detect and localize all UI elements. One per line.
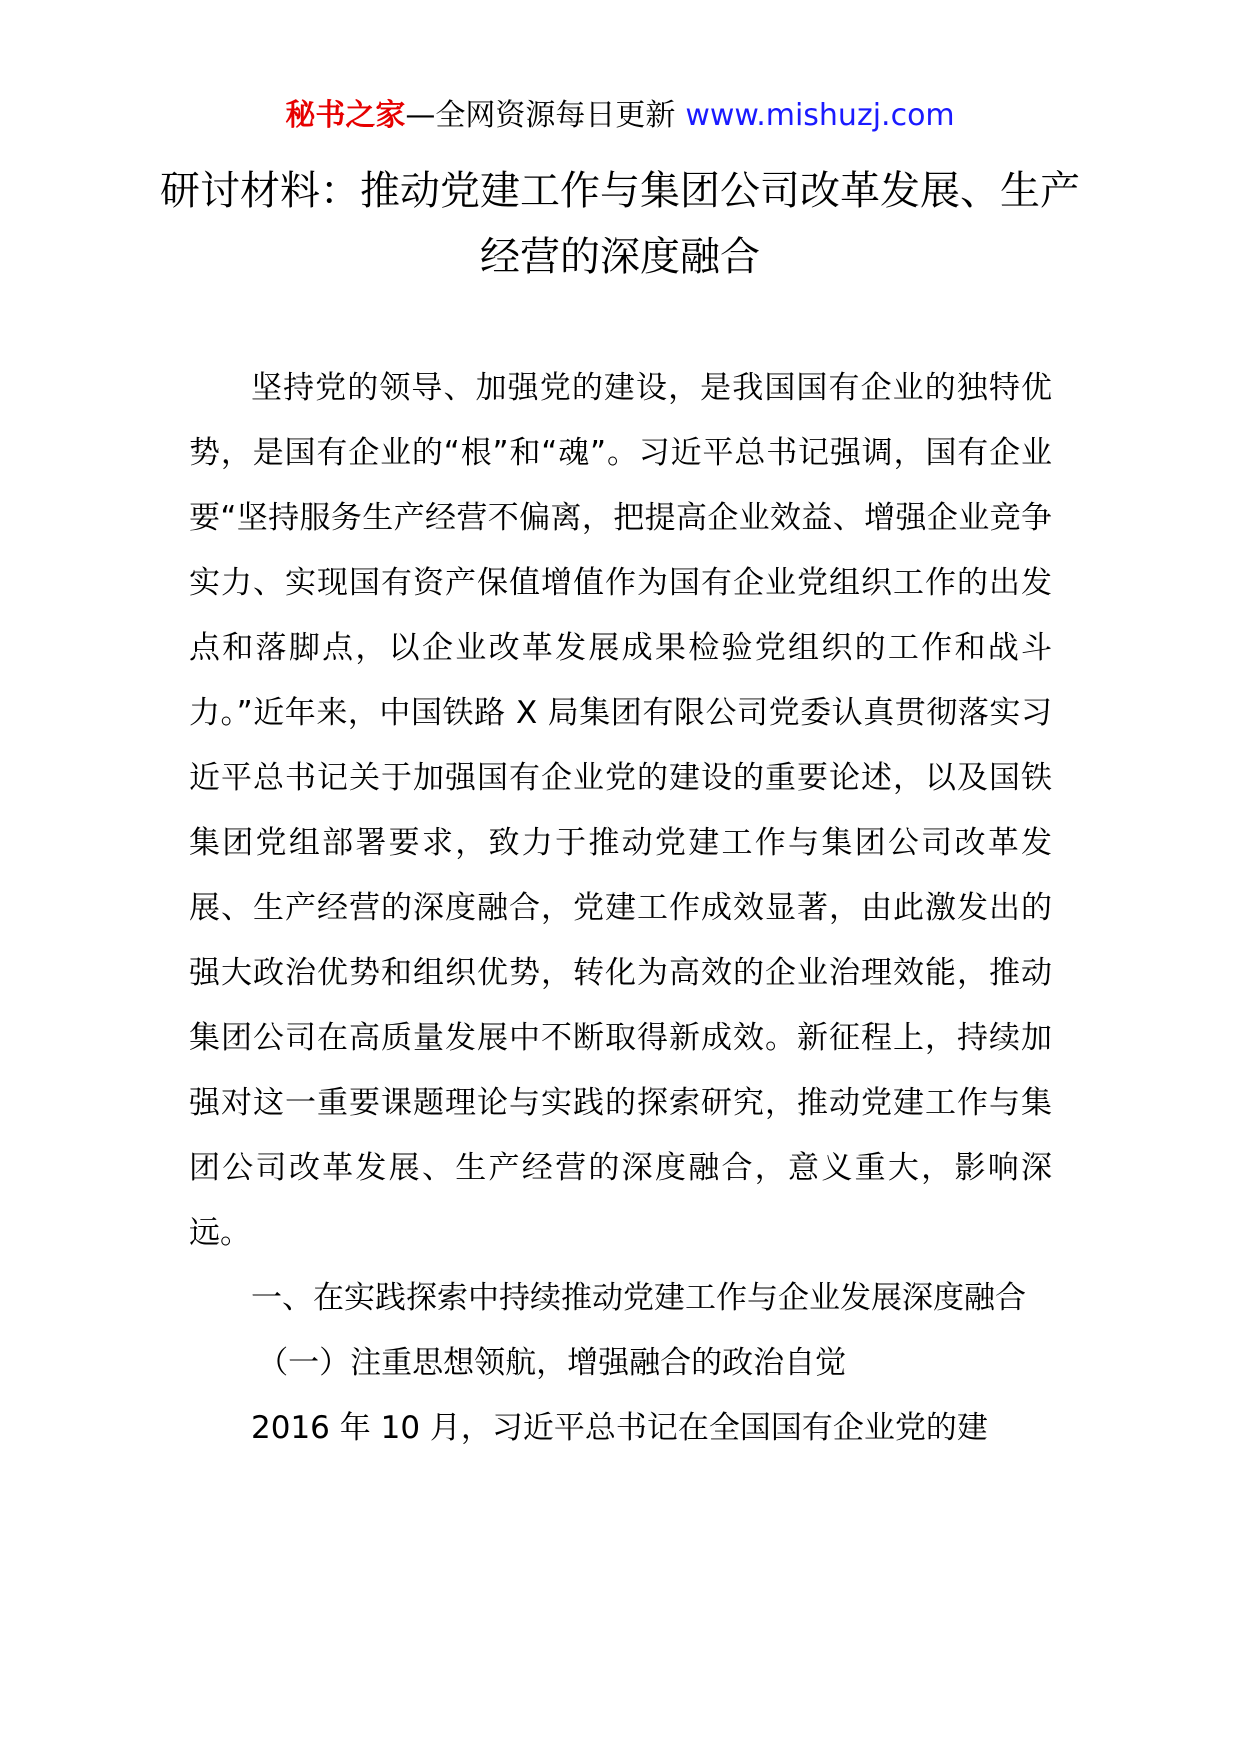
site-tagline: —全网资源每日更新 [405,98,676,133]
site-header [0,96,1240,136]
document-title: 研讨材料：推动党建工作与集团公司改革发展、生产经营的深度融合 [160,168,1080,280]
site-brand: 秘书之家 [285,98,406,133]
document-body [189,356,1052,1461]
section-heading: 一、在实践探索中持续推动党建工作与企业发展深度融合 [251,1280,1026,1316]
body-paragraph: 2016 年 10 月，习近平总书记在全国国有企业党的建 [251,1410,988,1446]
subsection-heading: （一）注重思想领航，增强融合的政治自觉 [257,1345,847,1381]
intro-paragraph: 坚持党的领导、加强党的建设，是我国国有企业的独特优势，是国有企业的“根”和“魂”。习近平总书记强调，国有企业要“坚持服务生产经营不偏离，把提高企业效益、增强企业竞争实力、实现国有资产保值增值作为国有企业党组织工作的出发点和落脚点，以企业改革发展成果检验党组织的工作和战斗力。”近年来，中国铁路 X 局集团有限公司党委认真贯彻落实习近平总书记关于加强国有企业党的建设的重要论述，以及国铁集团党组部署要求，致力于推动党建工作与集团公司改革发展、生产经营的深度融合，党建工作成效显著，由此激发出的强大政治优势和组织优势，转化为高效的企业治理效能，推动集团公司在高质量发展中不断取得新成效。新征程上，持续加强对这一重要课题理论与实践的探索研究，推动党建工作与集团公司改革发展、生产经营的深度融合，意义重大，影响深远。 [189,370,1052,1251]
site-url-link[interactable]: www.mishuzj.com [685,98,955,133]
